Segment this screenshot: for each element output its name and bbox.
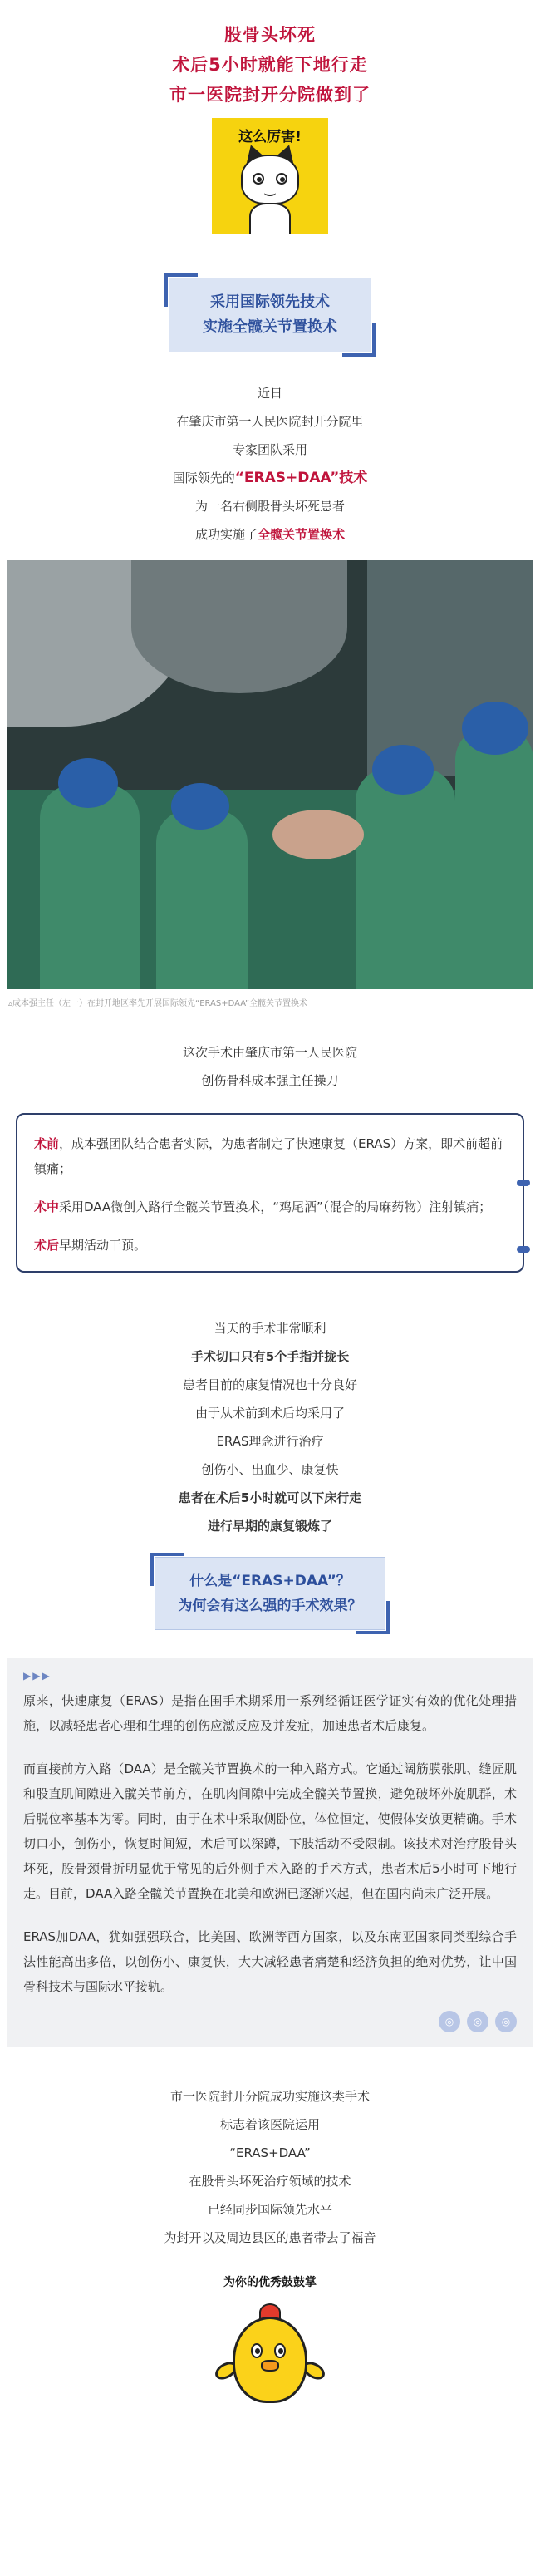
phase-text: 早期活动干预。 [59, 1238, 147, 1253]
intro-text-part: 成功实施了 [194, 527, 258, 542]
circle-icon: ◎ [439, 2011, 460, 2032]
explanation-panel [7, 1658, 533, 2047]
sticker-text: 这么厉害! [238, 129, 302, 145]
closing-line: 在股骨头坏死治疗领域的技术 [189, 2174, 351, 2189]
intro-line: 专家团队采用 [232, 442, 307, 457]
closing-line: 标志着该医院运用 [219, 2117, 320, 2132]
phase-tag: 术前 [34, 1136, 60, 1151]
cat-face-icon [241, 155, 299, 204]
chick-sticker [208, 2300, 332, 2410]
surgeon-figure [356, 768, 455, 989]
surgeon-text [0, 1038, 540, 1095]
intro-line: 近日 [257, 386, 282, 401]
intro-text [0, 379, 540, 549]
section-heading-line: 采用国际领先技术 [210, 293, 330, 311]
surgeon-line: 这次手术由肇庆市第一人民医院 [182, 1045, 357, 1060]
surgeon-figure [40, 785, 140, 989]
title-line-2: 术后5小时就能下地行走 [172, 55, 368, 75]
triple-arrow-icon: ▶▶▶ [23, 1670, 52, 1682]
closing-line: 已经同步国际领先水平 [207, 2202, 332, 2217]
status-line: 由于从术前到术后均采用了 [194, 1406, 345, 1421]
intro-highlight: “ERAS+DAA”技术 [234, 470, 368, 486]
status-text [0, 1314, 540, 1540]
phase-tag: 术后 [34, 1238, 60, 1253]
closing-text [0, 2082, 540, 2252]
surgeon-cap-icon [462, 702, 528, 755]
chick-eye-icon [274, 2343, 286, 2358]
photo-caption: ▵成本强主任（左一）在封开地区率先开展国际领先“ERAS+DAA”全髋关节置换术 [8, 999, 308, 1008]
phase-intraop [34, 1194, 506, 1219]
status-line: ERAS理念进行治疗 [216, 1434, 324, 1449]
cat-eye-icon [253, 173, 264, 185]
closing-line: “ERAS+DAA” [229, 2145, 311, 2160]
cheer-title: 为你的优秀鼓鼓掌 [223, 2276, 317, 2289]
panel-icon-row [23, 2011, 517, 2032]
phase-text: 采用DAA微创入路行全髋关节置换术，“鸡尾酒”（混合的局麻药物）注射镇痛； [59, 1199, 492, 1214]
intro-line [0, 520, 540, 549]
section-heading-2 [0, 1557, 540, 1630]
title-line-1: 股骨头坏死 [224, 25, 316, 45]
section-heading-line: 为何会有这么强的手术效果？ [178, 1598, 362, 1614]
closing-line: 为封开以及周边县区的患者带去了福音 [164, 2230, 376, 2245]
status-highlight: 手术切口只有5个手指并拢长 [190, 1349, 350, 1364]
status-line: 当天的手术非常顺利 [214, 1321, 326, 1336]
intro-highlight: 全髋关节置换术 [258, 527, 346, 542]
cat-body-icon [249, 203, 291, 234]
phase-tag: 术中 [34, 1199, 60, 1214]
chick-eye-icon [251, 2343, 263, 2358]
article-title [0, 0, 540, 110]
status-line: 患者目前的康复情况也十分良好 [182, 1377, 357, 1392]
section-heading-box [155, 1557, 385, 1630]
status-highlight: 进行早期的康复锻炼了 [207, 1519, 332, 1534]
cat-mouth-icon [264, 190, 276, 196]
status-highlight: 患者在术后5小时就可以下床行走 [178, 1490, 362, 1505]
procedure-phases-box [16, 1113, 524, 1273]
side-marker-icon [517, 1180, 530, 1186]
circle-icon: ◎ [467, 2011, 488, 2032]
surgeon-cap-icon [171, 783, 229, 830]
intro-text-part: 国际领先的 [172, 470, 235, 485]
intro-line: 为一名右侧股骨头坏死患者 [194, 499, 345, 514]
section-heading-box [169, 278, 371, 352]
surgical-field [272, 810, 364, 859]
section-heading-1 [0, 278, 540, 352]
surgeon-cap-icon [58, 758, 118, 808]
surgical-lamp-icon [131, 560, 347, 693]
phase-preop [34, 1131, 506, 1181]
closing-line: 市一医院封开分院成功实施这类手术 [169, 2089, 370, 2104]
panel-paragraph: 而直接前方入路（DAA）是全髋关节置换术的一种入路方式。它通过阔筋膜张肌、缝匠肌和股直肌间隙进入髋关节前方，在肌肉间隙中完成全髋关节置换，避免破坏外旋肌群，术后脱位率基本为零。同时，由于在术中采取侧卧位，体位恒定，使假体安放更精确。手术切口小，创伤小，恢复时间短，术后可以深蹲，下肢活动不受限制。该技术对治疗股骨头坏死，股骨颈骨折明显优于常见的后外侧手术入路的手术方式，患者术后5小时可下地行走。目前，DAA入路全髋关节置换在北美和欧洲已逐渐兴起，但在国内尚未广泛开展。 [23, 1761, 517, 1901]
surgery-photo [7, 560, 533, 989]
cat-eye-icon [276, 173, 287, 185]
section-heading-line: 什么是“ERAS+DAA”？ [189, 1573, 351, 1589]
side-marker-icon [517, 1246, 530, 1253]
surprised-cat-sticker [212, 118, 328, 234]
title-line-3: 市一医院封开分院做到了 [169, 85, 371, 105]
intro-line: 在肇庆市第一人民医院封开分院里 [176, 414, 364, 429]
section-heading-line: 实施全髋关节置换术 [203, 318, 337, 336]
surgeon-figure [455, 727, 533, 989]
panel-paragraph: ERAS加DAA，犹如强强联合，比美国、欧洲等西方国家，以及东南亚国家同类型综合手法性能高出多倍，以创伤小、康复快，大大减轻患者痛楚和经济负担的绝对优势，让中国骨科技术与国际水平接轨。 [23, 1929, 517, 1994]
surgeon-figure [156, 810, 248, 989]
panel-paragraph: 原来，快速康复（ERAS）是指在围手术期采用一系列经循证医学证实有效的优化处理措施，以减轻患者心理和生理的创伤应激反应及并发症，加速患者术后康复。 [23, 1693, 517, 1733]
circle-icon: ◎ [495, 2011, 517, 2032]
cheer-section [0, 2273, 540, 2410]
phase-postop [34, 1233, 506, 1258]
intro-line [0, 464, 540, 492]
surgeon-line: 创伤骨科成本强主任操刀 [201, 1073, 339, 1088]
surgeon-cap-icon [372, 745, 434, 795]
status-line: 创伤小、出血少、康复快 [201, 1462, 339, 1477]
phase-text: ，成本强团队结合患者实际，为患者制定了快速康复（ERAS）方案，即术前超前镇痛； [34, 1136, 503, 1176]
chick-beak-icon [261, 2360, 279, 2372]
